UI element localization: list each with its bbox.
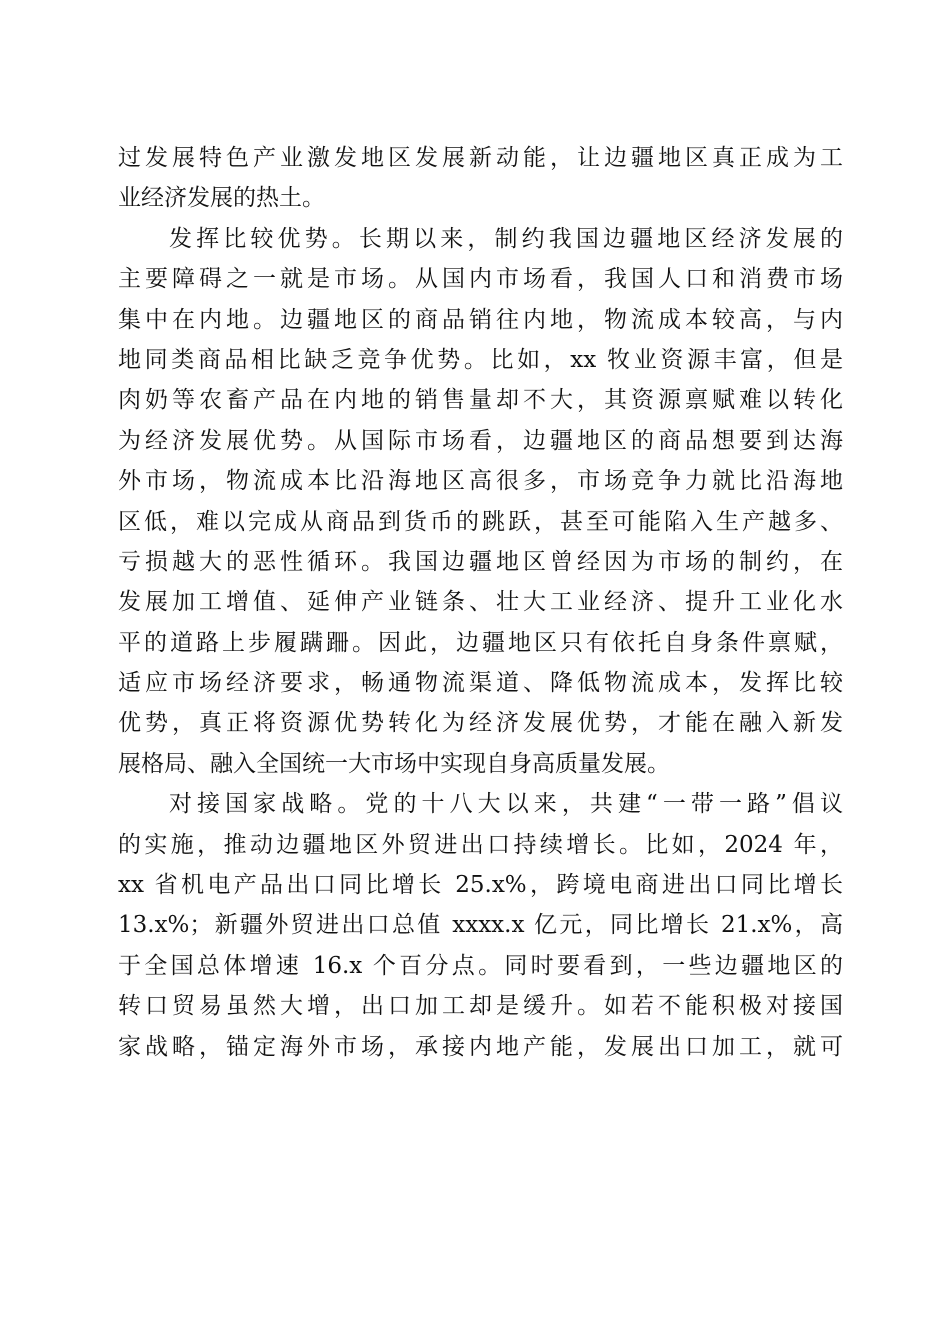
text-line: 发展加工增值、延伸产业链条、壮大工业经济、提升工业化水: [118, 589, 843, 616]
text-line: 于全国总体增速 16.x 个百分点。同时要看到，一些边疆地区的: [118, 952, 843, 979]
text-line: 转口贸易虽然大增，出口加工却是缓升。如若不能积极对接国: [118, 993, 843, 1020]
text-line: 亏损越大的恶性循环。我国边疆地区曾经因为市场的制约，在: [118, 548, 843, 575]
text-line: 适应市场经济要求，畅通物流渠道、降低物流成本，发挥比较: [118, 670, 843, 697]
text-line: 优势，真正将资源优势转化为经济发展优势，才能在融入新发: [118, 710, 843, 737]
text-line: 对接国家战略。党的十八大以来，共建“一带一路”倡议: [169, 791, 843, 818]
text-line: 业经济发展的热土。: [118, 185, 325, 212]
text-line: 外市场，物流成本比沿海地区高很多，市场竞争力就比沿海地: [118, 468, 843, 495]
document-body: [118, 138, 843, 1067]
text-line: 区低，难以完成从商品到货币的跳跃，甚至可能陷入生产越多、: [118, 508, 843, 535]
text-line: 肉奶等农畜产品在内地的销售量却不大，其资源禀赋难以转化: [118, 387, 843, 414]
text-line: 家战略，锚定海外市场，承接内地产能，发展出口加工，就可: [118, 1033, 843, 1060]
text-line: 地同类商品相比缺乏竞争优势。比如，xx 牧业资源丰富，但是: [118, 346, 843, 373]
text-line: 过发展特色产业激发地区发展新动能，让边疆地区真正成为工: [118, 145, 843, 171]
text-line: 集中在内地。边疆地区的商品销往内地，物流成本较高，与内: [118, 306, 843, 333]
text-line: 发挥比较优势。长期以来，制约我国边疆地区经济发展的: [169, 225, 843, 252]
text-line: 平的道路上步履蹒跚。因此，边疆地区只有依托自身条件禀赋，: [118, 629, 843, 656]
text-line: 主要障碍之一就是市场。从国内市场看，我国人口和消费市场: [118, 266, 843, 293]
text-line: 13.x%；新疆外贸进出口总值 xxxx.x 亿元，同比增长 21.x%，高: [118, 912, 843, 939]
text-line: 为经济发展优势。从国际市场看，边疆地区的商品想要到达海: [118, 427, 843, 454]
text-line: xx 省机电产品出口同比增长 25.x%，跨境电商进出口同比增长: [118, 872, 843, 899]
text-line: 展格局、融入全国统一大市场中实现自身高质量发展。: [118, 750, 670, 777]
text-line: 的实施，推动边疆地区外贸进出口持续增长。比如，2024 年，: [118, 831, 843, 858]
